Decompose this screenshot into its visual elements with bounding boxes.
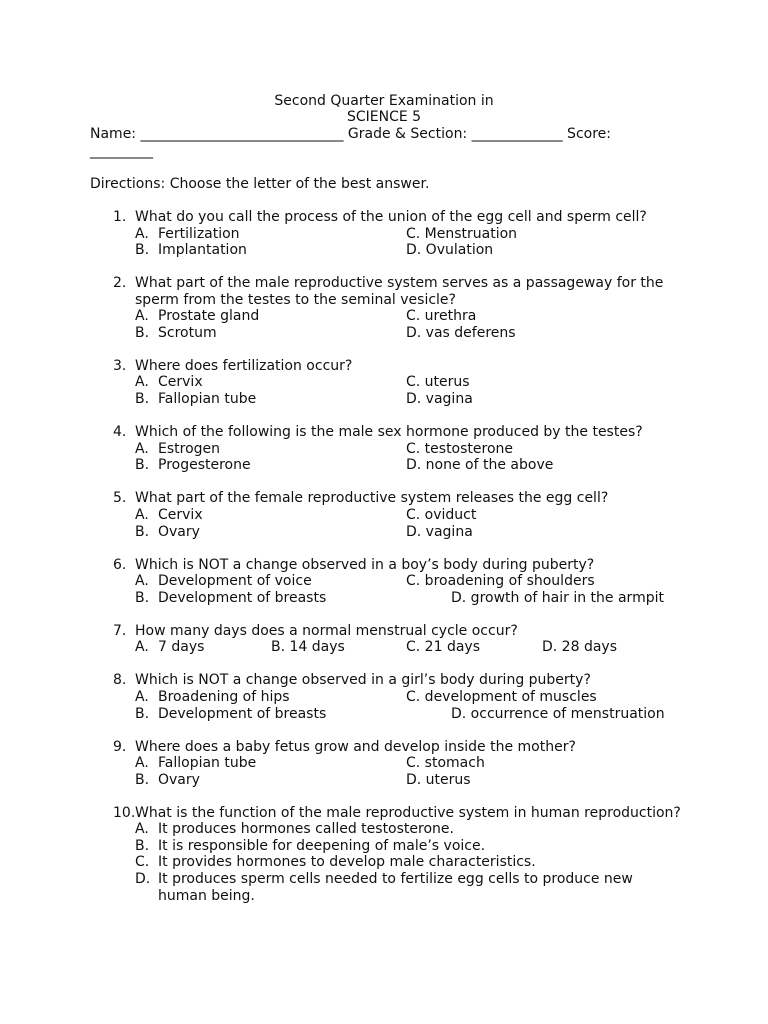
choice-b: B. 14 days	[271, 639, 345, 655]
question-number: 4.	[113, 424, 127, 440]
choice-c: C. 21 days	[406, 639, 480, 655]
choice-text: Fallopian tube	[158, 755, 257, 771]
question-number: 7.	[113, 623, 127, 639]
question-text: Which is NOT a change observed in a boy’s body during puberty?	[135, 557, 595, 573]
question-text: What part of the male reproductive system serves as a passageway for the	[135, 275, 664, 291]
choice-letter: D.	[135, 871, 151, 887]
question-number: 6.	[113, 557, 127, 573]
question-text: Where does a baby fetus grow and develop inside the mother?	[135, 739, 576, 755]
question-text: How many days does a normal menstrual cycle occur?	[135, 623, 518, 639]
choice-text: Cervix	[158, 374, 203, 390]
exam-subject: SCIENCE 5	[346, 109, 422, 125]
choice-c: C. testosterone	[406, 441, 514, 457]
choice-letter: B.	[135, 590, 150, 606]
question-text: What part of the female reproductive system releases the egg cell?	[135, 490, 609, 506]
question-number: 1.	[113, 209, 127, 225]
choice-d: D. vas deferens	[406, 325, 516, 341]
question-text-continued: sperm from the testes to the seminal vesicle?	[135, 292, 456, 308]
question-text: Where does fertilization occur?	[135, 358, 353, 374]
choice-letter: A.	[135, 226, 149, 242]
exam-title: Second Quarter Examination in	[274, 93, 494, 109]
choice-text: It provides hormones to develop male characteristics.	[158, 854, 536, 870]
choice-c: C. oviduct	[406, 507, 477, 523]
choice-letter: B.	[135, 524, 150, 540]
choice-c: C. uterus	[406, 374, 470, 390]
choice-c: C. stomach	[406, 755, 485, 771]
choice-d: D. growth of hair in the armpit	[451, 590, 664, 606]
question-number: 5.	[113, 490, 127, 506]
choice-d: D. Ovulation	[406, 242, 494, 258]
choice-letter: A.	[135, 308, 149, 324]
score-blank-line: _________	[90, 143, 153, 159]
choice-text: Cervix	[158, 507, 203, 523]
choice-c: C. Menstruation	[406, 226, 518, 242]
choice-text: It produces sperm cells needed to fertilize egg cells to produce new	[158, 871, 633, 887]
choice-text: Scrotum	[158, 325, 217, 341]
choice-c: C. development of muscles	[406, 689, 597, 705]
choice-c: C. broadening of shoulders	[406, 573, 595, 589]
choice-letter: A.	[135, 639, 149, 655]
choice-text: It produces hormones called testosterone.	[158, 821, 454, 837]
choice-letter: A.	[135, 441, 149, 457]
choice-letter: B.	[135, 325, 150, 341]
choice-letter: A.	[135, 573, 149, 589]
choice-d: D. occurrence of menstruation	[451, 706, 665, 722]
choice-d: D. none of the above	[406, 457, 554, 473]
choice-text: Broadening of hips	[158, 689, 290, 705]
choice-text: Implantation	[158, 242, 247, 258]
choice-letter: C.	[135, 854, 150, 870]
directions: Directions: Choose the letter of the best answer.	[90, 176, 430, 192]
choice-letter: B.	[135, 706, 150, 722]
choice-text: Estrogen	[158, 441, 221, 457]
choice-text-continued: human being.	[158, 888, 255, 904]
question-number: 2.	[113, 275, 127, 291]
choice-letter: A.	[135, 689, 149, 705]
choice-text: 7 days	[158, 639, 205, 655]
choice-letter: A.	[135, 821, 149, 837]
choice-letter: A.	[135, 507, 149, 523]
choice-letter: B.	[135, 772, 150, 788]
choice-text: Prostate gland	[158, 308, 260, 324]
question-text: What is the function of the male reproductive system in human reproduction?	[135, 805, 681, 821]
choice-text: Progesterone	[158, 457, 251, 473]
choice-letter: B.	[135, 457, 150, 473]
choice-text: Development of voice	[158, 573, 312, 589]
choice-text: Fertilization	[158, 226, 240, 242]
choice-text: Development of breasts	[158, 590, 327, 606]
choice-letter: B.	[135, 242, 150, 258]
choice-d: D. vagina	[406, 391, 473, 407]
question-text: Which of the following is the male sex hormone produced by the testes?	[135, 424, 643, 440]
choice-d: D. 28 days	[542, 639, 617, 655]
choice-letter: A.	[135, 755, 149, 771]
question-number: 8.	[113, 672, 127, 688]
question-number: 10.	[113, 805, 136, 821]
question-number: 9.	[113, 739, 127, 755]
choice-text: It is responsible for deepening of male’s voice.	[158, 838, 486, 854]
choice-c: C. urethra	[406, 308, 477, 324]
choice-text: Fallopian tube	[158, 391, 257, 407]
question-text: What do you call the process of the union of the egg cell and sperm cell?	[135, 209, 647, 225]
choice-text: Development of breasts	[158, 706, 327, 722]
choice-text: Ovary	[158, 772, 200, 788]
choice-d: D. vagina	[406, 524, 473, 540]
choice-letter: A.	[135, 374, 149, 390]
choice-letter: B.	[135, 838, 150, 854]
student-fields-line: Name: _____________________________ Grade & Section: _____________ Score:	[90, 126, 611, 142]
question-number: 3.	[113, 358, 127, 374]
choice-d: D. uterus	[406, 772, 471, 788]
question-text: Which is NOT a change observed in a girl’s body during puberty?	[135, 672, 591, 688]
choice-text: Ovary	[158, 524, 200, 540]
choice-letter: B.	[135, 391, 150, 407]
